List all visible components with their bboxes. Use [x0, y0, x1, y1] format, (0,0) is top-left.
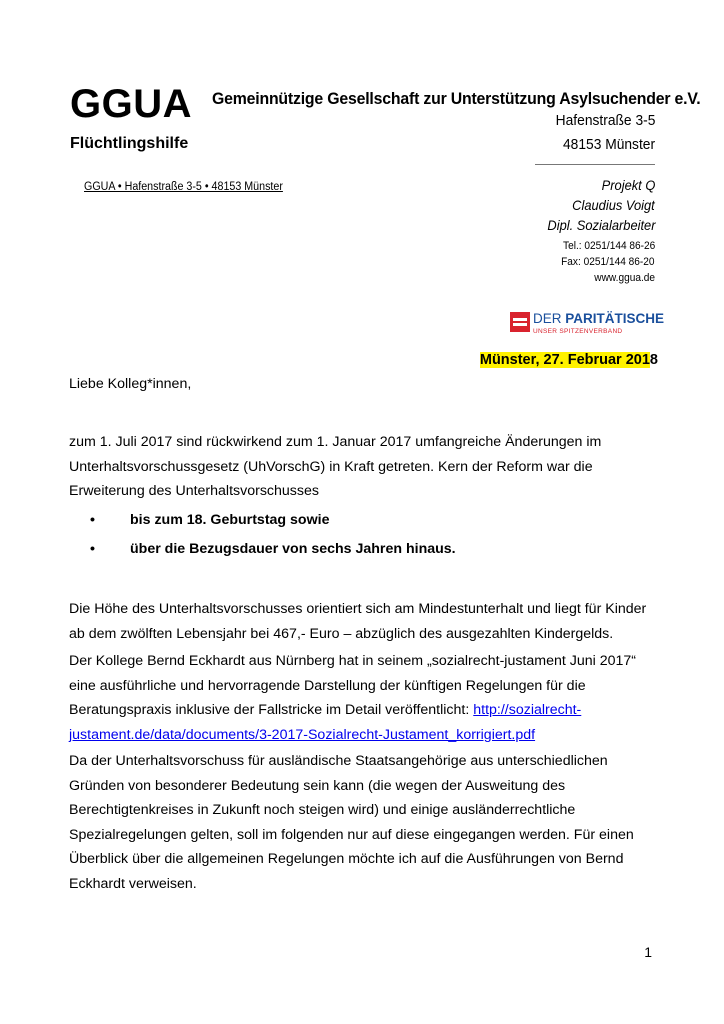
contact-person: Claudius Voigt [572, 197, 655, 213]
paritaetische-tagline: UNSER SPITZENVERBAND [533, 328, 623, 335]
bullet-item: • über die Bezugsdauer von sechs Jahren hinaus. [90, 541, 456, 557]
paragraph-intro: zum 1. Juli 2017 sind rückwirkend zum 1. Januar 2017 umfangreiche Änderungen im Unterhaltsvorschussgesetz (UhVorschG) in Kraft getreten. Kern der Reform war die Erweiterung des Unterhaltsvorschusses [69, 434, 602, 499]
paragraph-focus: Da der Unterhaltsvorschuss für ausländische Staatsangehörige aus unterschiedlichen Gründen von besonderer Bedeutung sein kann (die wegen der Ausweitung des Berechtigtenkreises in Zukunft noch steigen wird) und einige ausländerrechtliche Spezialregelungen gelten, soll im folgenden nur auf diese eingegangen werden. Für einen Überblick über die allgemeinen Regelungen möchte ich auf die Ausführungen von Bernd Eckhardt verweisen. [69, 753, 634, 892]
paragraph-amount: Die Höhe des Unterhaltsvorschusses orientiert sich am Mindestunterhalt und liegt für Kinder ab dem zwölften Lebensjahr bei 467,- Euro – abzüglich des ausgezahlten Kindergelds. [69, 601, 647, 642]
address-street: Hafenstraße 3-5 [555, 112, 655, 129]
reference-link[interactable]: http://sozialrecht-justament.de/data/documents/3-2017-Sozialrecht-Justament_korrigiert.pdf [69, 702, 582, 743]
greeting: Liebe Kolleg*innen, [69, 376, 192, 392]
paritaetische-title: DER PARITÄTISCHE [533, 311, 665, 326]
page-number: 1 [644, 944, 652, 960]
contact-fax: Fax: 0251/144 86-20 [561, 256, 655, 268]
project-name: Projekt Q [601, 177, 655, 193]
organization-subtitle: Flüchtlingshilfe [70, 135, 189, 152]
sender-line: GGUA • Hafenstraße 3-5 • 48153 Münster [84, 181, 283, 193]
organization-name: Gemeinnützige Gesellschaft zur Unterstützung Asylsuchender e.V. [212, 90, 701, 108]
paritaetische-mark-icon [510, 312, 530, 332]
address-divider [535, 164, 655, 165]
contact-role: Dipl. Sozialarbeiter [546, 217, 655, 233]
address-city: 48153 Münster [562, 136, 655, 153]
contact-web: www.ggua.de [594, 272, 655, 284]
bullet-item: • bis zum 18. Geburtstag sowie [90, 512, 330, 528]
ggua-logo: GGUA [70, 82, 192, 126]
paragraph-reference: Der Kollege Bernd Eckhardt aus Nürnberg hat in seinem „sozialrecht-justament Juni 2017“ eine ausführliche und hervorragende Darstellung der künftigen Regelungen für die Beratungspraxis inklusive der Fallstricke im Detail veröffentlicht: http://sozialrecht-justament.de/data/documents/3-2017-Sozialrecht-Justament_korrigiert.pdf [69, 653, 637, 743]
paritaetische-logo [510, 311, 665, 338]
contact-tel: Tel.: 0251/144 86-26 [562, 240, 655, 252]
letter-date: Münster, 27. Februar 2018 [479, 352, 658, 368]
